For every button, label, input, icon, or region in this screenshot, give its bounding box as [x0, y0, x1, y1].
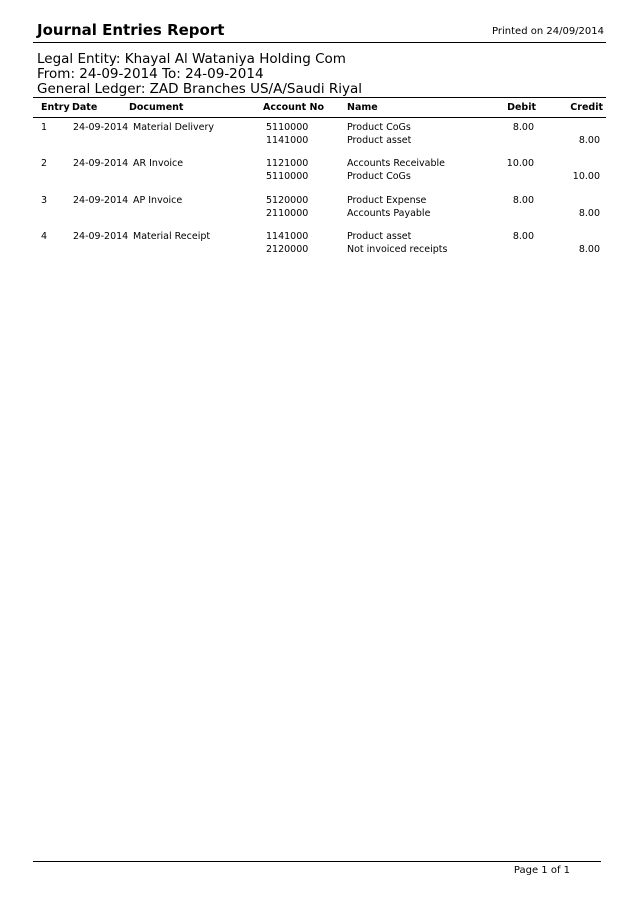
entry-document: Material Receipt	[133, 231, 211, 242]
entry-line	[0, 244, 638, 257]
col-date: Date	[72, 102, 98, 113]
credit-amount: 8.00	[578, 244, 600, 255]
account-no: 2110000	[266, 208, 309, 219]
col-document: Document	[129, 102, 184, 113]
account-name: Accounts Payable	[347, 208, 431, 219]
entry-date: 24-09-2014	[73, 195, 129, 206]
col-credit: Credit	[570, 102, 603, 113]
journal-entry	[0, 231, 638, 261]
account-name: Product asset	[347, 135, 412, 146]
col-name: Name	[347, 102, 378, 113]
account-name: Not invoiced receipts	[347, 244, 448, 255]
entry-date: 24-09-2014	[73, 122, 129, 133]
entry-line	[0, 208, 638, 221]
entry-line	[0, 171, 638, 184]
entry-number: 4	[41, 231, 48, 242]
entry-number: 1	[41, 122, 48, 133]
header-bottom-rule	[33, 117, 606, 118]
credit-amount: 8.00	[578, 135, 600, 146]
account-no: 1121000	[266, 158, 309, 169]
general-ledger: General Ledger: ZAD Branches US/A/Saudi Riyal	[37, 81, 363, 97]
page-number: Page 1 of 1	[513, 865, 570, 876]
entry-number: 2	[41, 158, 48, 169]
col-account-no: Account No	[263, 102, 324, 113]
account-name: Product CoGs	[347, 171, 411, 182]
entry-line	[0, 135, 638, 148]
entry-document: AR Invoice	[133, 158, 184, 169]
journal-entry	[0, 122, 638, 152]
entry-line	[0, 122, 638, 135]
entry-number: 3	[41, 195, 48, 206]
legal-entity: Legal Entity: Khayal Al Wataniya Holding Com	[37, 51, 346, 67]
debit-amount: 8.00	[512, 195, 534, 206]
debit-amount: 8.00	[512, 231, 534, 242]
header-top-rule	[33, 97, 606, 98]
account-name: Product CoGs	[347, 122, 411, 133]
entry-line	[0, 195, 638, 208]
credit-amount: 8.00	[578, 208, 600, 219]
credit-amount: 10.00	[572, 171, 600, 182]
account-no: 5120000	[266, 195, 309, 206]
entry-line	[0, 158, 638, 171]
footer-rule	[33, 861, 601, 862]
entry-line	[0, 231, 638, 244]
account-no: 5110000	[266, 122, 309, 133]
printed-on: Printed on 24/09/2014	[492, 26, 604, 37]
col-entry: Entry	[41, 102, 70, 113]
account-no: 1141000	[266, 231, 309, 242]
journal-entry	[0, 158, 638, 188]
entry-document: AP Invoice	[133, 195, 183, 206]
account-no: 1141000	[266, 135, 309, 146]
account-name: Product asset	[347, 231, 412, 242]
account-no: 5110000	[266, 171, 309, 182]
account-name: Accounts Receivable	[347, 158, 446, 169]
journal-entry	[0, 195, 638, 225]
debit-amount: 8.00	[512, 122, 534, 133]
account-no: 2120000	[266, 244, 309, 255]
date-range: From: 24-09-2014 To: 24-09-2014	[37, 66, 264, 82]
debit-amount: 10.00	[506, 158, 534, 169]
entry-date: 24-09-2014	[73, 231, 129, 242]
report-title: Journal Entries Report	[37, 21, 225, 39]
title-rule	[33, 42, 606, 43]
account-name: Product Expense	[347, 195, 427, 206]
entry-document: Material Delivery	[133, 122, 215, 133]
col-debit: Debit	[507, 102, 536, 113]
entry-date: 24-09-2014	[73, 158, 129, 169]
